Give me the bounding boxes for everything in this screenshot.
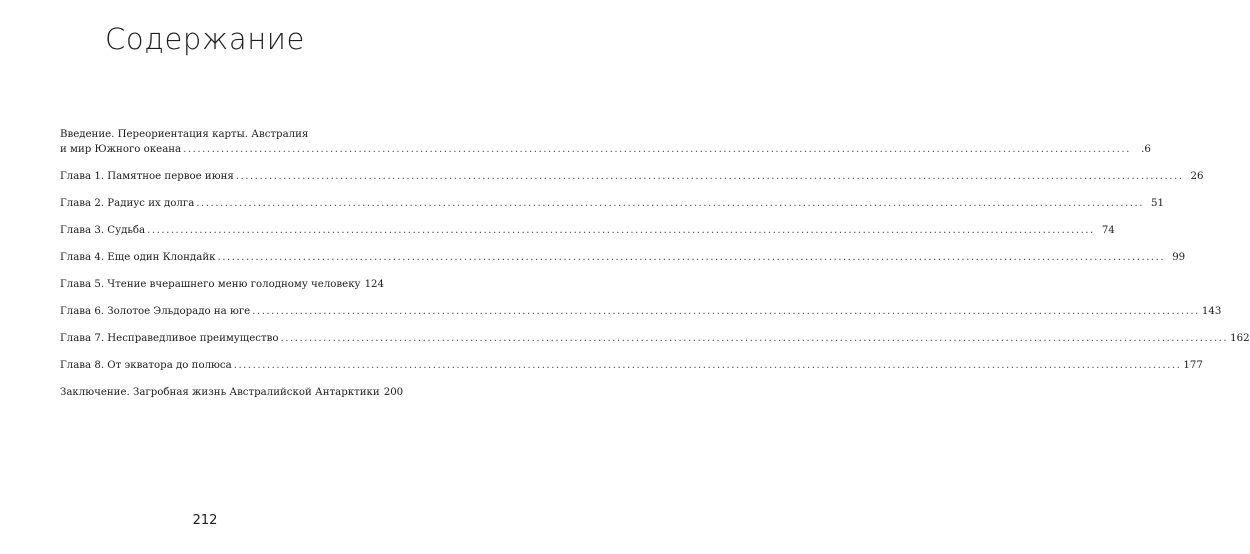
toc-leader-dots: ........................................................................................................................................................................................................ xyxy=(252,306,1200,317)
toc-entry-title: Глава 2. Радиус их долга xyxy=(60,198,195,209)
toc-entry-intro xyxy=(60,127,1151,157)
toc-entry xyxy=(60,250,1186,265)
toc-leader-dots: ........................................................................................................................................................................................................ xyxy=(196,198,1144,209)
toc-leader-dots: ........................................................................................................................................................................................................ xyxy=(235,171,1184,182)
toc-entry-page: 26 xyxy=(1190,171,1204,182)
toc-entry-page: 200 xyxy=(383,387,404,398)
toc-entry xyxy=(60,277,385,292)
toc-entry-title: Глава 7. Несправедливое преимущество xyxy=(60,333,279,344)
toc-entry-page: 99 xyxy=(1172,252,1186,263)
toc-entry-title: Заключение. Загробная жизнь Австралийской Антарктики xyxy=(60,387,380,398)
table-of-contents xyxy=(60,127,1250,412)
toc-entry xyxy=(60,331,1250,346)
toc-leader-dots: ........................................................................................................................................................................................................ xyxy=(183,144,1131,155)
toc-entry-title: Глава 1. Памятное первое июня xyxy=(60,171,234,182)
toc-entry-page: .6 xyxy=(1141,144,1151,155)
toc-entry-title: Глава 4. Еще один Клондайк xyxy=(60,252,216,263)
toc-leader-dots: ........................................................................................................................................................................................................ xyxy=(147,225,1095,236)
toc-leader-dots: ........................................................................................................................................................................................................ xyxy=(217,252,1166,263)
toc-entry-page: 177 xyxy=(1183,360,1203,371)
toc-entry-title: Глава 3. Судьба xyxy=(60,225,146,236)
toc-entry-title: Глава 8. От экватора до полюса xyxy=(60,360,232,371)
toc-entry-page: 162 xyxy=(1230,333,1250,344)
toc-entry-title: Глава 6. Золотое Эльдорадо на юге xyxy=(60,306,251,317)
toc-entry-title-line-2: и мир Южного океана xyxy=(60,144,182,155)
page-number: 212 xyxy=(192,513,218,528)
toc-entry-title-line-1: Введение. Переориентация карты. Австралия xyxy=(60,129,309,140)
toc-entry xyxy=(60,358,1203,373)
toc-entry xyxy=(60,385,404,400)
toc-entry-line-2 xyxy=(60,142,1151,157)
toc-entry xyxy=(60,304,1222,319)
toc-entry-page: 74 xyxy=(1101,225,1115,236)
toc-leader-dots: ........................................................................................................................................................................................................ xyxy=(280,333,1229,344)
toc-leader-dots: ........................................................................................................................................................................................................ xyxy=(233,360,1182,371)
toc-entry xyxy=(60,223,1115,238)
toc-entry-page: 143 xyxy=(1201,306,1222,317)
toc-entry-page: 51 xyxy=(1151,198,1164,209)
toc-entry xyxy=(60,169,1204,184)
toc-entry-title: Глава 5. Чтение вчерашнего меню голодному человеку xyxy=(60,279,361,290)
toc-entry xyxy=(60,196,1164,211)
toc-entry-page: 124 xyxy=(364,279,385,290)
page-title: Содержание xyxy=(105,22,305,56)
